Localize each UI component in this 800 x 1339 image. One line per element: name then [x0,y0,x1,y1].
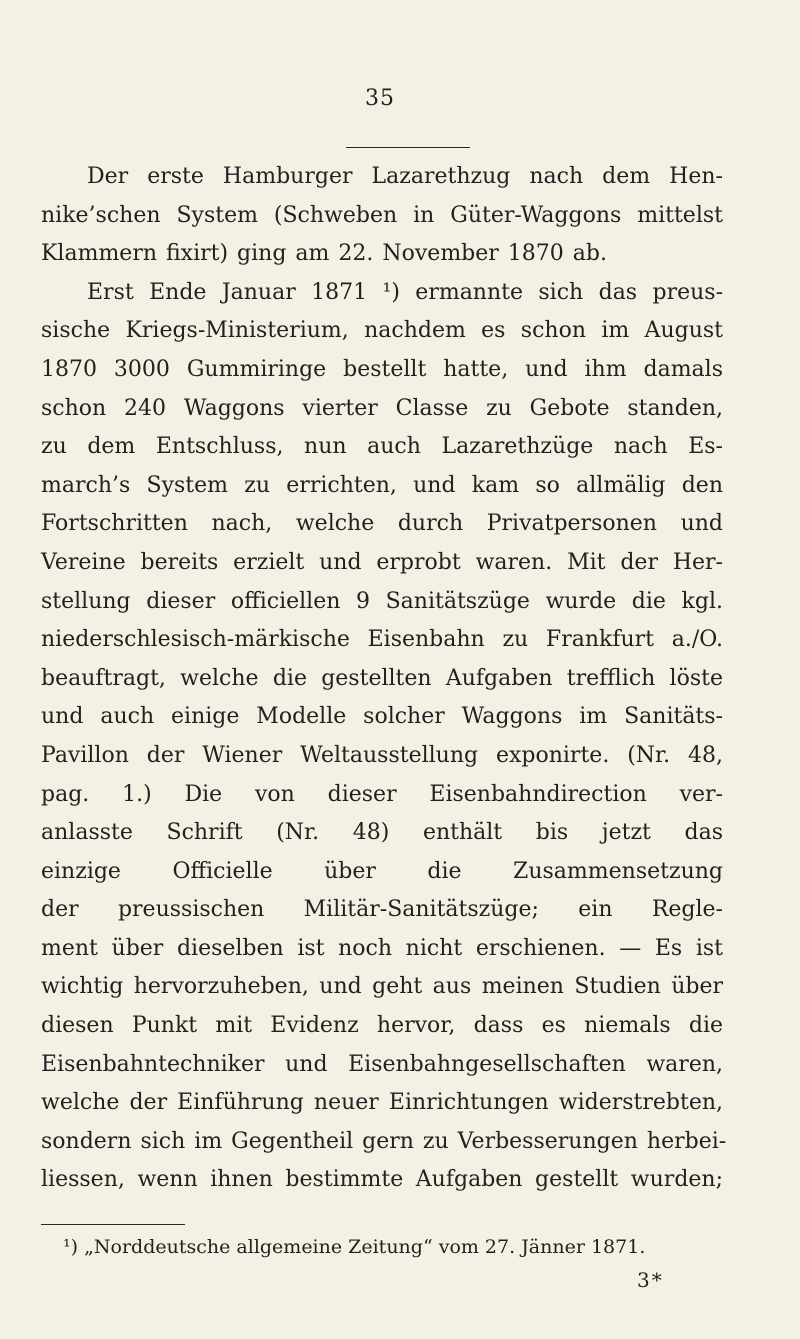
text-line: Klammern fixirt) ging am 22. November 1870 ab. [41,241,607,267]
text-line: Eisenbahntechniker und Eisenbahngesellschaften waren, [41,1051,723,1077]
text-line: der preussischen Militär-Sanitätszüge; ein Regle- [41,897,723,923]
footnote-rule [41,1224,185,1225]
text-line: zu dem Entschluss, nun auch Lazarethzüge nach Es- [41,434,723,460]
signature-mark: 3* [637,1268,664,1292]
text-line: anlasste Schrift (Nr. 48) enthält bis jetzt das [41,820,723,846]
text-line: sische Kriegs-Ministerium, nachdem es schon im August [41,318,723,344]
text-line: sondern sich im Gegentheil gern zu Verbesserungen herbei- [41,1128,727,1154]
text-line: Pavillon der Wiener Weltausstellung exponirte. (Nr. 48, [41,742,723,768]
text-line: diesen Punkt mit Evidenz hervor, dass es niemals die [41,1013,723,1039]
text-line: wichtig hervorzuheben, und geht aus meinen Studien über [41,974,723,1000]
text-line: nike’schen System (Schweben in Güter-Waggons mittelst [41,202,723,228]
text-line: 1870 3000 Gummiringe bestellt hatte, und ihm damals [41,356,723,382]
text-line: und auch einige Modelle solcher Waggons im Sanitäts- [41,704,723,730]
text-line: Der erste Hamburger Lazarethzug nach dem Hen- [87,164,723,189]
text-line: schon 240 Waggons vierter Classe zu Gebote standen, [41,395,723,421]
text-line: Fortschritten nach, welche durch Privatpersonen und [41,511,723,537]
text-line: march’s System zu errichten, und kam so allmälig den [41,472,723,498]
text-line: einzige Officielle über die Zusammensetzung [41,858,723,884]
header-rule [346,147,470,148]
text-line: ment über dieselben ist noch nicht erschienen. — Es ist [41,935,723,961]
text-line: niederschlesisch-märkische Eisenbahn zu Frankfurt a./O. [41,627,723,653]
text-line: liessen, wenn ihnen bestimmte Aufgaben gestellt wurden; [41,1167,723,1193]
text-line: Vereine bereits erzielt und erprobt waren. Mit der Her- [41,549,723,575]
body-text [41,158,727,1200]
page-number: 35 [365,86,395,111]
text-line: welche der Einführung neuer Einrichtungen widerstrebten, [41,1090,723,1116]
text-line: beauftragt, welche die gestellten Aufgaben trefflich löste [41,665,723,691]
footnote: ¹) „Norddeutsche allgemeine Zeitung“ vom 27. Jänner 1871. [63,1236,646,1258]
text-line: Erst Ende Januar 1871 ¹) ermannte sich das preus- [87,279,723,305]
text-line: pag. 1.) Die von dieser Eisenbahndirection ver- [41,781,723,807]
text-line: stellung dieser officiellen 9 Sanitätszüge wurde die kgl. [41,588,723,614]
